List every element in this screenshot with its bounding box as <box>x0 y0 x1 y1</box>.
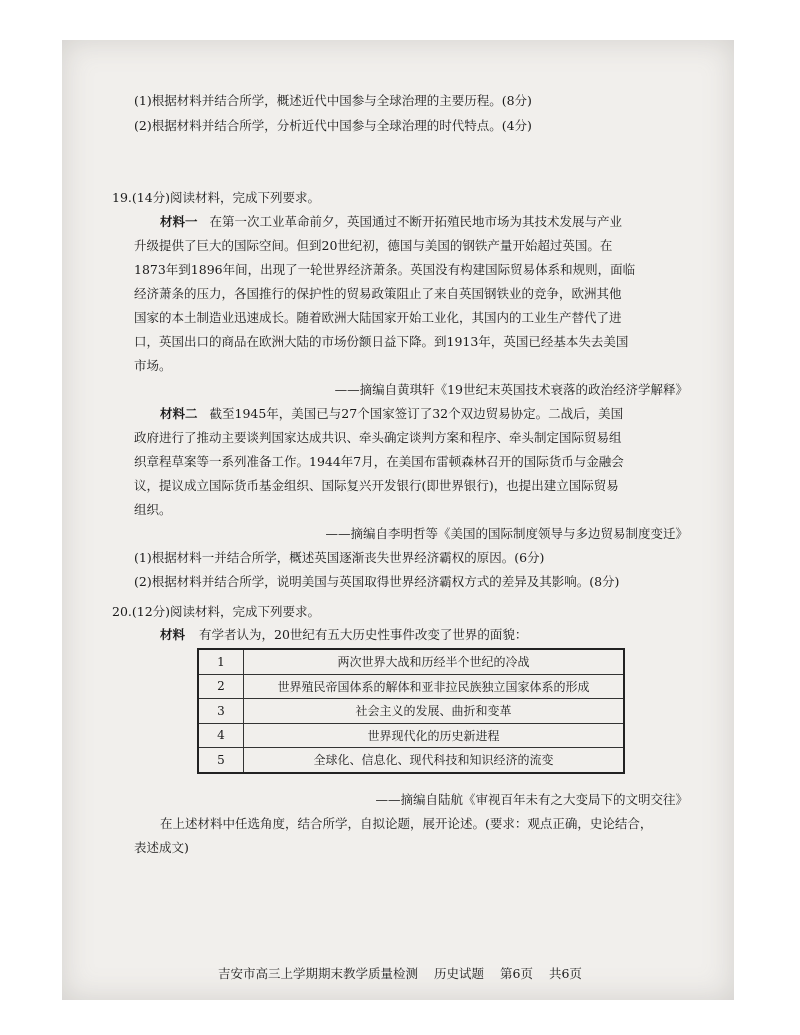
q19-subquestion-2: (2)根据材料并结合所学，说明美国与英国取得世界经济霸权方式的差异及其影响。(8分) <box>134 574 620 589</box>
footer-subject: 历史试题 <box>434 966 485 981</box>
footer-total-pages: 共6页 <box>548 966 582 981</box>
q19-material-2-text: 政府进行了推动主要谈判国家达成共识、牵头确定谈判方案和程序、牵头制定国际贸易组 <box>134 430 622 445</box>
event-description: 世界殖民帝国体系的解体和亚非拉民族独立国家体系的形成 <box>244 674 625 699</box>
q19-material-1-source: ——摘编自黄琪轩《19世纪末英国技术衰落的政治经济学解释》 <box>334 382 688 397</box>
event-description: 社会主义的发展、曲折和变革 <box>244 699 625 724</box>
event-description: 全球化、信息化、现代科技和知识经济的流变 <box>244 748 625 773</box>
event-number: 1 <box>198 649 244 674</box>
q19-material-1-text: 国家的本土制造业迅速成长。随着欧洲大陆国家开始工业化，其国内的工业生产替代了进 <box>134 310 622 325</box>
event-description: 两次世界大战和历经半个世纪的冷战 <box>244 649 625 674</box>
footer-exam-title: 吉安市高三上学期期末教学质量检测 <box>218 966 419 981</box>
footer-page-number: 第6页 <box>500 966 533 981</box>
q19-subquestion-1: (1)根据材料一并结合所学，概述英国逐渐丧失世界经济霸权的原因。(6分) <box>134 550 545 565</box>
q20-task-line-2: 表述成文) <box>134 840 189 855</box>
event-number: 3 <box>198 699 244 724</box>
table-row <box>198 699 624 724</box>
q19-material-1-text: 升级提供了巨大的国际空间。但到20世纪初，德国与美国的钢铁产量开始超过英国。在 <box>134 238 613 253</box>
page-footer <box>0 964 800 982</box>
q20-source: ——摘编自陆航《审视百年未有之大变局下的文明交往》 <box>375 792 688 807</box>
event-number: 5 <box>198 748 244 773</box>
q19-material-2-source: ——摘编自李明哲等《美国的国际制度领导与多边贸易制度变迁》 <box>325 526 688 541</box>
q19-material-1-text: 口，英国出口的商品在欧洲大陆的市场份额日益下降。到1913年，英国已经基本失去美国 <box>134 334 629 349</box>
q19-material-1-text: 经济萧条的压力，各国推行的保护性的贸易政策阻止了来自英国钢铁业的竞争，欧洲其他 <box>134 286 622 301</box>
table-row <box>198 723 624 748</box>
q18-subquestion-2: (2)根据材料并结合所学，分析近代中国参与全球治理的时代特点。(4分) <box>134 118 532 133</box>
q19-material-2-text: 织章程草案等一系列准备工作。1944年7月，在美国布雷顿森林召开的国际货币与金融会 <box>134 454 624 469</box>
q20-material-text: 有学者认为，20世纪有五大历史性事件改变了世界的面貌： <box>199 627 528 642</box>
q19-material-2-text: 截至1945年，美国已与27个国家签订了32个双边贸易协定。二战后，美国 <box>209 406 624 421</box>
q19-material-2-text: 议，提议成立国际货币基金组织、国际复兴开发银行(即世界银行)，也提出建立国际贸易 <box>134 478 619 493</box>
q20-material-label: 材料 <box>160 627 186 642</box>
q19-material-1-label: 材料一 <box>160 214 198 229</box>
q19-heading: 19.(14分)阅读材料，完成下列要求。 <box>112 190 321 205</box>
event-number: 4 <box>198 723 244 748</box>
twentieth-century-events-table <box>197 648 625 774</box>
q19-material-1-text: 在第一次工业革命前夕，英国通过不断开拓殖民地市场为其技术发展与产业 <box>209 214 623 229</box>
event-number: 2 <box>198 674 244 699</box>
q20-task-line-1: 在上述材料中任选角度，结合所学，自拟论题，展开论述。(要求：观点正确，史论结合， <box>160 816 653 831</box>
table-row <box>198 674 624 699</box>
event-description: 世界现代化的历史新进程 <box>244 723 625 748</box>
q19-material-2-text: 组织。 <box>134 502 172 517</box>
q19-material-1-text: 1873年到1896年间，出现了一轮世界经济萧条。英国没有构建国际贸易体系和规则，面临 <box>134 262 636 277</box>
table-row <box>198 649 624 674</box>
q19-material-1-text: 市场。 <box>134 358 172 373</box>
q19-material-2-first-line <box>160 406 623 422</box>
q18-subquestion-1: (1)根据材料并结合所学，概述近代中国参与全球治理的主要历程。(8分) <box>134 93 532 108</box>
table-row <box>198 748 624 773</box>
q19-material-2-label: 材料二 <box>160 406 198 421</box>
q20-heading: 20.(12分)阅读材料，完成下列要求。 <box>112 604 321 619</box>
q20-material-intro <box>160 627 527 643</box>
q19-material-1-first-line <box>160 214 622 230</box>
